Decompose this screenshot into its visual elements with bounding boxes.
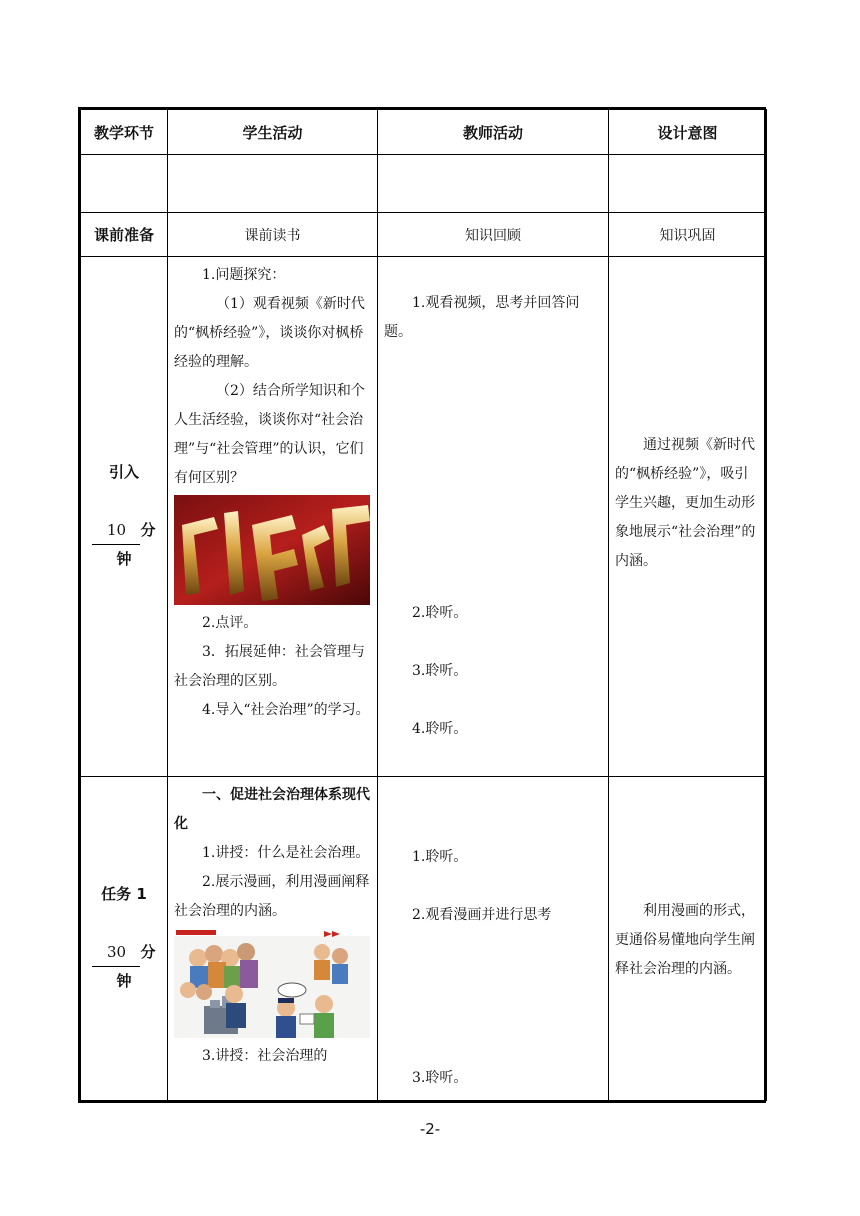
task1-minutes: 30 <box>92 938 140 967</box>
page-number: -2- <box>419 1120 441 1138</box>
intro-unit-b: 钟 <box>116 549 132 568</box>
prep-student: 课前读书 <box>168 213 378 257</box>
intro-student-cell <box>168 257 378 777</box>
intro-teacher-cell <box>378 257 609 777</box>
intro-student-p4: 2.点评。 <box>202 615 258 631</box>
intro-unit-a: 分 <box>140 520 156 539</box>
intro-student-p3: （2）结合所学知识和个人生活经验，谈谈你对“社会治理”与“社会管理”的认识，它们有何区别？ <box>174 383 365 486</box>
prep-design: 知识巩固 <box>609 213 767 257</box>
task1-row <box>81 777 767 1101</box>
intro-teacher-t2: 2.聆听。 <box>412 605 468 621</box>
intro-teacher-t4: 4.聆听。 <box>412 721 468 737</box>
task1-student-p1: 1.讲授：什么是社会治理。 <box>202 845 370 861</box>
task1-teacher-cell <box>378 777 609 1101</box>
empty-row <box>81 155 767 213</box>
task1-student-p3: 3.讲授：社会治理的 <box>202 1048 328 1064</box>
intro-minutes: 10 <box>92 516 140 545</box>
intro-student-p1: 1.问题探究： <box>202 267 286 283</box>
task1-student-cell <box>168 777 378 1101</box>
intro-teacher-t3: 3.聆听。 <box>412 663 468 679</box>
header-design-intent: 设计意图 <box>609 110 767 155</box>
comic-illustration-image <box>174 928 370 1038</box>
prep-label: 课前准备 <box>81 213 168 257</box>
task1-teacher-t2: 2.观看漫画并进行思考 <box>412 907 552 923</box>
task1-unit-b: 钟 <box>116 971 132 990</box>
intro-teacher-t1: 1.观看视频，思考并回答问题。 <box>384 295 580 340</box>
intro-design-cell <box>609 257 767 777</box>
header-stage: 教学环节 <box>81 110 168 155</box>
task1-teacher-t1: 1.聆听。 <box>412 849 468 865</box>
lesson-plan-table <box>78 107 766 1103</box>
prep-teacher: 知识回顾 <box>378 213 609 257</box>
task1-duration <box>81 938 167 995</box>
task1-teacher-t3: 3.聆听。 <box>412 1070 468 1086</box>
empty-cell <box>609 155 767 213</box>
intro-design-text: 通过视频《新时代的“枫桥经验”》，吸引学生兴趣，更加生动形象地展示“社会治理”的内涵。 <box>615 437 756 569</box>
empty-cell <box>81 155 168 213</box>
task1-stage-cell <box>81 777 168 1101</box>
header-teacher-activity: 教师活动 <box>378 110 609 155</box>
intro-duration <box>81 516 167 573</box>
task1-design-cell <box>609 777 767 1101</box>
intro-stage-cell <box>81 257 168 777</box>
intro-row <box>81 257 767 777</box>
task1-student-heading: 一、促进社会治理体系现代化 <box>174 787 370 832</box>
intro-student-p5: 3．拓展延伸：社会管理与社会治理的区别。 <box>174 644 365 689</box>
task1-student-p2: 2.展示漫画，利用漫画阐释社会治理的内涵。 <box>174 874 370 919</box>
header-student-activity: 学生活动 <box>168 110 378 155</box>
intro-student-p2: （1）观看视频《新时代的“枫桥经验”》，谈谈你对枫桥经验的理解。 <box>174 296 365 370</box>
prep-row <box>81 213 767 257</box>
header-row <box>81 110 767 155</box>
task1-label: 任务 1 <box>101 884 147 903</box>
task1-unit-a: 分 <box>140 942 156 961</box>
task1-design-text: 利用漫画的形式，更通俗易懂地向学生阐释社会治理的内涵。 <box>615 903 755 977</box>
intro-label: 引入 <box>108 462 139 481</box>
intro-student-p6: 4.导入“社会治理”的学习。 <box>202 702 370 718</box>
empty-cell <box>378 155 609 213</box>
empty-cell <box>168 155 378 213</box>
video-thumbnail-image <box>174 495 370 605</box>
